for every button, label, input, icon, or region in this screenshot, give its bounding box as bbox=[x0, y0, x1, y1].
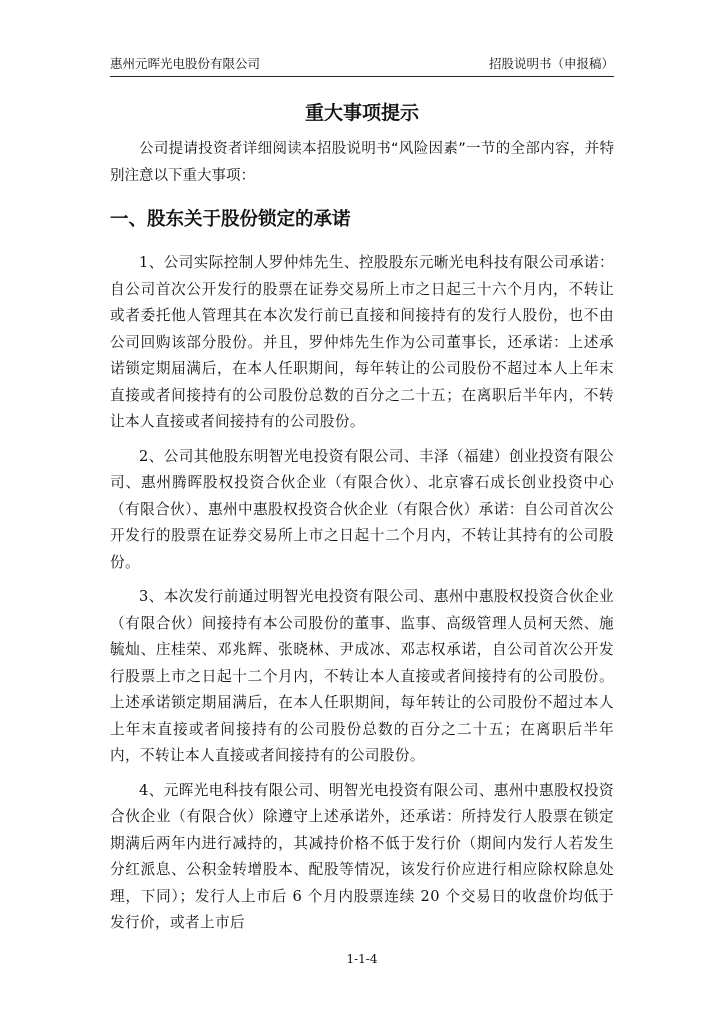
intro-paragraph: 公司提请投资者详细阅读本招股说明书“风险因素”一节的全部内容，并特别注意以下重大事项： bbox=[110, 141, 614, 184]
section-body bbox=[110, 250, 614, 945]
page-title: 重大事项提示 bbox=[304, 102, 419, 124]
paragraph-2: 2、公司其他股东明智光电投资有限公司、丰泽（福建）创业投资有限公司、惠州腾晖股权投资合伙企业（有限合伙）、北京睿石成长创业投资中心（有限合伙）、惠州中惠股权投资合伙企业（有限合伙）承诺：自公司首次公开发行的股票在证券交易所上市之日起十二个月内，不转让其持有的公司股份。 bbox=[110, 447, 614, 571]
header-divider bbox=[110, 76, 614, 77]
page-header bbox=[110, 54, 614, 74]
header-company-name: 惠州元晖光电股份有限公司 bbox=[110, 56, 261, 71]
section-heading: 一、股东关于股份锁定的承诺 bbox=[110, 209, 351, 230]
header-document-name: 招股说明书（申报稿） bbox=[488, 56, 614, 71]
paragraph-1: 1、公司实际控制人罗仲炜先生、控股股东元晰光电科技有限公司承诺：自公司首次公开发行的股票在证券交易所上市之日起三十六个月内，不转让或者委托他人管理其在本次发行前已直接和间接持有的发行人股份，也不由公司回购该部分股份。并且，罗仲炜先生作为公司董事长，还承诺：上述承诺锁定期届满后，在本人任职期间，每年转让的公司股份不超过本人上年末直接或者间接持有的公司股份总数的百分之二十五；在离职后半年内，不转让本人直接或者间接持有的公司股份。 bbox=[110, 254, 614, 430]
page-number: 1-1-4 bbox=[346, 952, 378, 966]
paragraph-4: 4、元晖光电科技有限公司、明智光电投资有限公司、惠州中惠股权投资合伙企业（有限合伙）除遵守上述承诺外，还承诺：所持发行人股票在锁定期满后两年内进行减持的，其减持价格不低于发行价（期间内发行人若发生分红派息、公积金转增股本、配股等情况，该发行价应进行相应除权除息处理，下同）；发行人上市后 6 个月内股票连续 20 个交易日的收盘价均低于发行价，或者上市后 bbox=[110, 781, 614, 931]
paragraph-3: 3、本次发行前通过明智光电投资有限公司、惠州中惠股权投资合伙企业（有限合伙）间接持有本公司股份的董事、监事、高级管理人员柯天然、施毓灿、庄桂荣、邓兆辉、张晓林、尹成冰、邓志权承诺，自公司首次公开发行股票上市之日起十二个月内，不转让本人直接或者间接持有的公司股份。上述承诺锁定期届满后，在本人任职期间，每年转让的公司股份不超过本人上年末直接或者间接持有的公司股份总数的百分之二十五；在离职后半年内，不转让本人直接或者间接持有的公司股份。 bbox=[110, 588, 614, 764]
